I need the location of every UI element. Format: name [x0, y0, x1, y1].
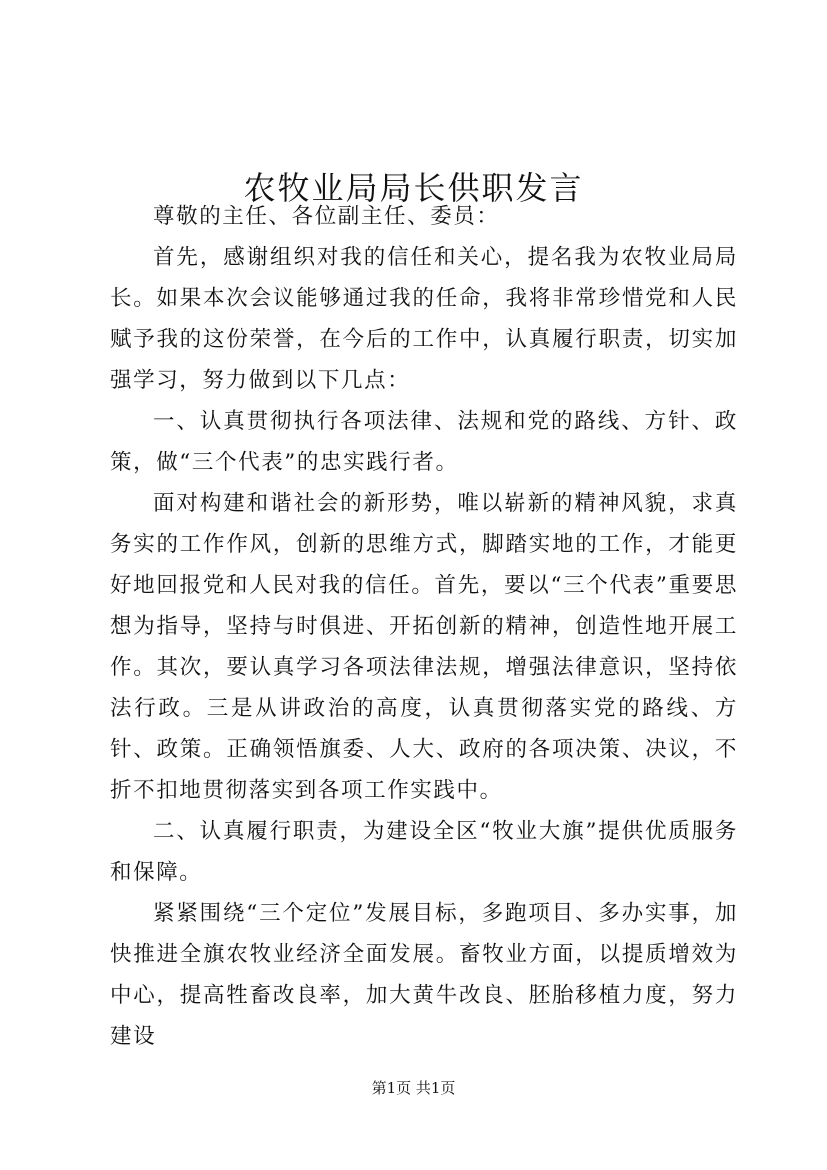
page-footer: 第1页 共1页	[371, 1079, 456, 1097]
point-two-heading: 二、认真履行职责，为建设全区“牧业大旗”提供优质服务和保障。	[110, 819, 738, 885]
salutation-paragraph: 尊敬的主任、各位副主任、委员：	[153, 204, 500, 229]
document-body	[110, 196, 738, 1057]
point-two-paragraph: 紧紧围绕“三个定位”发展目标，多跑项目、多办实事，加快推进全旗农牧业经济全面发展。畜牧业方面，以提质增效为中心，提高牲畜改良率，加大黄牛改良、胚胎移植力度，努力建设	[110, 901, 738, 1049]
point-one-paragraph: 面对构建和谐社会的新形势，唯以崭新的精神风貌，求真务实的工作作风，创新的思维方式，脚踏实地的工作，才能更好地回报党和人民对我的信任。首先，要以“三个代表”重要思想为指导，坚持与时俱进、开拓创新的精神，创造性地开展工作。其次，要认真学习各项法律法规，增强法律意识，坚持依法行政。三是从讲政治的高度，认真贯彻落实党的路线、方针、政策。正确领悟旗委、人大、政府的各项决策、决议，不折不扣地贯彻落实到各项工作实践中。	[110, 491, 738, 803]
intro-paragraph: 首先，感谢组织对我的信任和关心，提名我为农牧业局局长。如果本次会议能够通过我的任命，我将非常珍惜党和人民赋予我的这份荣誉，在今后的工作中，认真履行职责，切实加强学习，努力做到以下几点：	[110, 245, 738, 393]
point-one-heading: 一、认真贯彻执行各项法律、法规和党的路线、方针、政策，做“三个代表”的忠实践行者。	[110, 409, 738, 475]
document-title: 农牧业局局长供职发言	[243, 169, 584, 208]
